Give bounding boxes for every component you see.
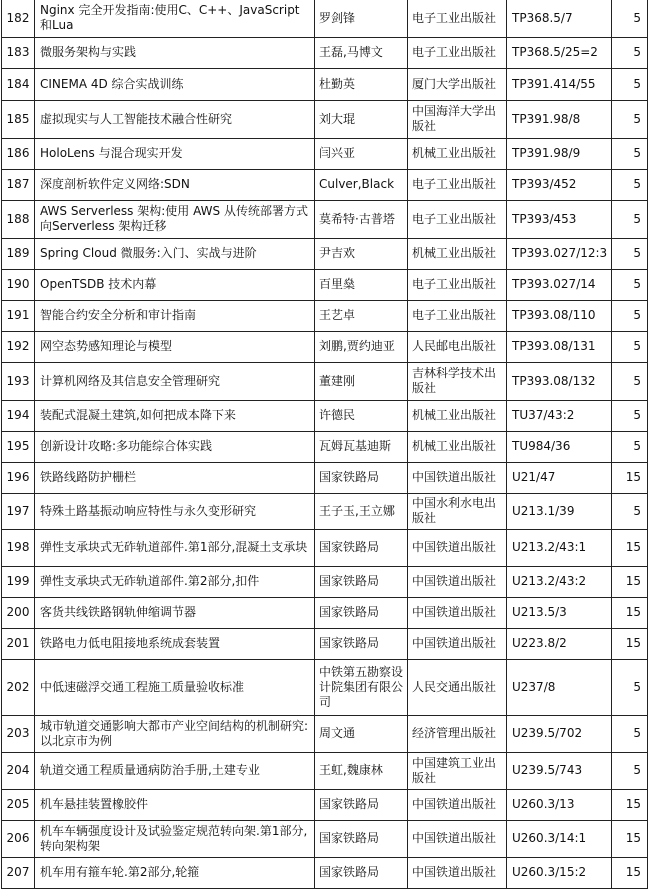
book-title: 智能合约安全分析和审计指南 <box>35 300 315 331</box>
call-number: U213.2/43:2 <box>507 566 612 597</box>
row-number: 200 <box>2 597 35 628</box>
book-publisher: 中国铁道出版社 <box>408 820 507 857</box>
copy-count: 5 <box>612 138 648 169</box>
copy-count: 15 <box>612 529 648 566</box>
row-number: 197 <box>2 493 35 529</box>
book-publisher: 中国海洋大学出版社 <box>408 100 507 138</box>
copy-count: 15 <box>612 789 648 820</box>
copy-count: 15 <box>612 628 648 659</box>
row-number: 201 <box>2 628 35 659</box>
book-title: 客货共线铁路钢轨伸缩调节器 <box>35 597 315 628</box>
row-number: 185 <box>2 100 35 138</box>
book-title: 创新设计攻略:多功能综合体实践 <box>35 431 315 462</box>
table-row <box>2 462 648 493</box>
row-number: 186 <box>2 138 35 169</box>
book-title: 深度剖析软件定义网络:SDN <box>35 169 315 200</box>
book-title: 机车用有箍车轮.第2部分,轮箍 <box>35 857 315 888</box>
book-title: 微服务架构与实践 <box>35 37 315 68</box>
call-number: U239.5/702 <box>507 715 612 752</box>
book-publisher: 中国铁道出版社 <box>408 462 507 493</box>
call-number: TU37/43:2 <box>507 400 612 431</box>
book-publisher: 电子工业出版社 <box>408 300 507 331</box>
book-publisher: 厦门大学出版社 <box>408 68 507 100</box>
book-author: Culver,Black <box>315 169 408 200</box>
copy-count: 5 <box>612 169 648 200</box>
book-list-body <box>2 0 648 888</box>
call-number: U260.3/14:1 <box>507 820 612 857</box>
table-row <box>2 169 648 200</box>
call-number: TP368.5/7 <box>507 0 612 37</box>
copy-count: 5 <box>612 300 648 331</box>
row-number: 193 <box>2 362 35 400</box>
book-title: Spring Cloud 微服务:入门、实战与进阶 <box>35 238 315 269</box>
copy-count: 5 <box>612 68 648 100</box>
copy-count: 15 <box>612 566 648 597</box>
call-number: TP393.027/14 <box>507 269 612 300</box>
row-number: 190 <box>2 269 35 300</box>
table-row <box>2 238 648 269</box>
copy-count: 5 <box>612 238 648 269</box>
table-row <box>2 362 648 400</box>
table-row <box>2 300 648 331</box>
book-publisher: 机械工业出版社 <box>408 400 507 431</box>
row-number: 192 <box>2 331 35 362</box>
copy-count: 5 <box>612 715 648 752</box>
row-number: 198 <box>2 529 35 566</box>
table-row <box>2 820 648 857</box>
row-number: 205 <box>2 789 35 820</box>
book-title: CINEMA 4D 综合实战训练 <box>35 68 315 100</box>
book-title: 中低速磁浮交通工程施工质量验收标准 <box>35 659 315 715</box>
row-number: 202 <box>2 659 35 715</box>
row-number: 189 <box>2 238 35 269</box>
book-author: 王艺卓 <box>315 300 408 331</box>
book-author: 刘大琨 <box>315 100 408 138</box>
row-number: 187 <box>2 169 35 200</box>
book-title: 虚拟现实与人工智能技术融合性研究 <box>35 100 315 138</box>
book-title: Nginx 完全开发指南:使用C、C++、JavaScript 和Lua <box>35 0 315 37</box>
call-number: TP393/452 <box>507 169 612 200</box>
book-author: 王子玉,王立娜 <box>315 493 408 529</box>
row-number: 203 <box>2 715 35 752</box>
book-author: 杜勤英 <box>315 68 408 100</box>
call-number: TP393.08/131 <box>507 331 612 362</box>
copy-count: 5 <box>612 752 648 789</box>
call-number: U260.3/15:2 <box>507 857 612 888</box>
table-row <box>2 715 648 752</box>
table-row <box>2 659 648 715</box>
book-title: 铁路电力低电阻接地系统成套装置 <box>35 628 315 659</box>
copy-count: 5 <box>612 200 648 238</box>
book-publisher: 电子工业出版社 <box>408 169 507 200</box>
book-title: 装配式混凝土建筑,如何把成本降下来 <box>35 400 315 431</box>
row-number: 196 <box>2 462 35 493</box>
table-row <box>2 37 648 68</box>
table-row <box>2 566 648 597</box>
row-number: 183 <box>2 37 35 68</box>
copy-count: 5 <box>612 493 648 529</box>
book-publisher: 机械工业出版社 <box>408 238 507 269</box>
book-publisher: 中国建筑工业出版社 <box>408 752 507 789</box>
call-number: TP391.98/9 <box>507 138 612 169</box>
book-author: 中铁第五勘察设计院集团有限公司 <box>315 659 408 715</box>
book-author: 瓦姆瓦基迪斯 <box>315 431 408 462</box>
book-author: 国家铁路局 <box>315 462 408 493</box>
book-author: 周文通 <box>315 715 408 752</box>
copy-count: 15 <box>612 820 648 857</box>
book-title: 城市轨道交通影响大都市产业空间结构的机制研究:以北京市为例 <box>35 715 315 752</box>
copy-count: 5 <box>612 269 648 300</box>
book-title: AWS Serverless 架构:使用 AWS 从传统部署方式向Serverless 架构迁移 <box>35 200 315 238</box>
table-row <box>2 493 648 529</box>
table-row <box>2 138 648 169</box>
call-number: U239.5/743 <box>507 752 612 789</box>
call-number: U213.2/43:1 <box>507 529 612 566</box>
call-number: TP393.027/12:3 <box>507 238 612 269</box>
table-row <box>2 269 648 300</box>
book-author: 国家铁路局 <box>315 597 408 628</box>
book-publisher: 人民邮电出版社 <box>408 331 507 362</box>
table-row <box>2 68 648 100</box>
call-number: U237/8 <box>507 659 612 715</box>
call-number: TP393.08/110 <box>507 300 612 331</box>
call-number: U213.5/3 <box>507 597 612 628</box>
book-author: 国家铁路局 <box>315 628 408 659</box>
book-author: 刘鹏,贾约迪亚 <box>315 331 408 362</box>
call-number: U260.3/13 <box>507 789 612 820</box>
row-number: 194 <box>2 400 35 431</box>
book-author: 董建刚 <box>315 362 408 400</box>
book-publisher: 中国铁道出版社 <box>408 529 507 566</box>
row-number: 204 <box>2 752 35 789</box>
book-author: 国家铁路局 <box>315 857 408 888</box>
book-author: 国家铁路局 <box>315 566 408 597</box>
book-author: 国家铁路局 <box>315 789 408 820</box>
book-publisher: 中国铁道出版社 <box>408 857 507 888</box>
book-title: 弹性支承块式无砟轨道部件.第2部分,扣件 <box>35 566 315 597</box>
book-author: 王虹,魏康林 <box>315 752 408 789</box>
copy-count: 5 <box>612 100 648 138</box>
table-row <box>2 529 648 566</box>
call-number: U213.1/39 <box>507 493 612 529</box>
book-author: 尹吉欢 <box>315 238 408 269</box>
row-number: 195 <box>2 431 35 462</box>
row-number: 206 <box>2 820 35 857</box>
call-number: TP391.98/8 <box>507 100 612 138</box>
table-row <box>2 431 648 462</box>
call-number: U223.8/2 <box>507 628 612 659</box>
book-publisher: 人民交通出版社 <box>408 659 507 715</box>
table-row <box>2 857 648 888</box>
book-publisher: 电子工业出版社 <box>408 0 507 37</box>
book-author: 罗剑锋 <box>315 0 408 37</box>
book-title: OpenTSDB 技术内幕 <box>35 269 315 300</box>
book-list-table <box>1 0 648 889</box>
book-author: 许德民 <box>315 400 408 431</box>
row-number: 207 <box>2 857 35 888</box>
book-publisher: 机械工业出版社 <box>408 138 507 169</box>
book-author: 莫希特·古普塔 <box>315 200 408 238</box>
copy-count: 15 <box>612 857 648 888</box>
book-publisher: 电子工业出版社 <box>408 200 507 238</box>
book-publisher: 电子工业出版社 <box>408 269 507 300</box>
book-publisher: 中国水利水电出版社 <box>408 493 507 529</box>
copy-count: 5 <box>612 659 648 715</box>
book-publisher: 吉林科学技术出版社 <box>408 362 507 400</box>
book-author: 闫兴亚 <box>315 138 408 169</box>
copy-count: 5 <box>612 400 648 431</box>
copy-count: 5 <box>612 0 648 37</box>
copy-count: 5 <box>612 362 648 400</box>
table-row <box>2 400 648 431</box>
call-number: TP393.08/132 <box>507 362 612 400</box>
book-title: 网空态势感知理论与模型 <box>35 331 315 362</box>
call-number: TP393/453 <box>507 200 612 238</box>
book-title: 特殊土路基振动响应特性与永久变形研究 <box>35 493 315 529</box>
table-row <box>2 789 648 820</box>
book-title: 铁路线路防护栅栏 <box>35 462 315 493</box>
call-number: TP391.414/55 <box>507 68 612 100</box>
row-number: 184 <box>2 68 35 100</box>
book-publisher: 中国铁道出版社 <box>408 789 507 820</box>
book-title: 弹性支承块式无砟轨道部件.第1部分,混凝土支承块 <box>35 529 315 566</box>
book-author: 国家铁路局 <box>315 529 408 566</box>
row-number: 191 <box>2 300 35 331</box>
book-author: 王磊,马博文 <box>315 37 408 68</box>
book-title: HoloLens 与混合现实开发 <box>35 138 315 169</box>
copy-count: 5 <box>612 331 648 362</box>
copy-count: 5 <box>612 37 648 68</box>
book-title: 轨道交通工程质量通病防治手册,土建专业 <box>35 752 315 789</box>
book-author: 国家铁路局 <box>315 820 408 857</box>
copy-count: 5 <box>612 431 648 462</box>
book-publisher: 电子工业出版社 <box>408 37 507 68</box>
book-publisher: 中国铁道出版社 <box>408 597 507 628</box>
table-row <box>2 200 648 238</box>
book-author: 百里燊 <box>315 269 408 300</box>
call-number: TP368.5/25=2 <box>507 37 612 68</box>
book-publisher: 经济管理出版社 <box>408 715 507 752</box>
table-row <box>2 597 648 628</box>
table-row <box>2 100 648 138</box>
book-publisher: 机械工业出版社 <box>408 431 507 462</box>
book-list-page <box>1 0 648 889</box>
book-publisher: 中国铁道出版社 <box>408 628 507 659</box>
copy-count: 15 <box>612 597 648 628</box>
row-number: 199 <box>2 566 35 597</box>
table-row <box>2 628 648 659</box>
row-number: 188 <box>2 200 35 238</box>
table-row <box>2 752 648 789</box>
book-title: 计算机网络及其信息安全管理研究 <box>35 362 315 400</box>
table-row <box>2 331 648 362</box>
table-row <box>2 0 648 37</box>
call-number: U21/47 <box>507 462 612 493</box>
call-number: TU984/36 <box>507 431 612 462</box>
row-number: 182 <box>2 0 35 37</box>
copy-count: 15 <box>612 462 648 493</box>
book-title: 机车车辆强度设计及试验鉴定规范转向架.第1部分,转向架构架 <box>35 820 315 857</box>
book-publisher: 中国铁道出版社 <box>408 566 507 597</box>
book-title: 机车悬挂装置橡胶件 <box>35 789 315 820</box>
